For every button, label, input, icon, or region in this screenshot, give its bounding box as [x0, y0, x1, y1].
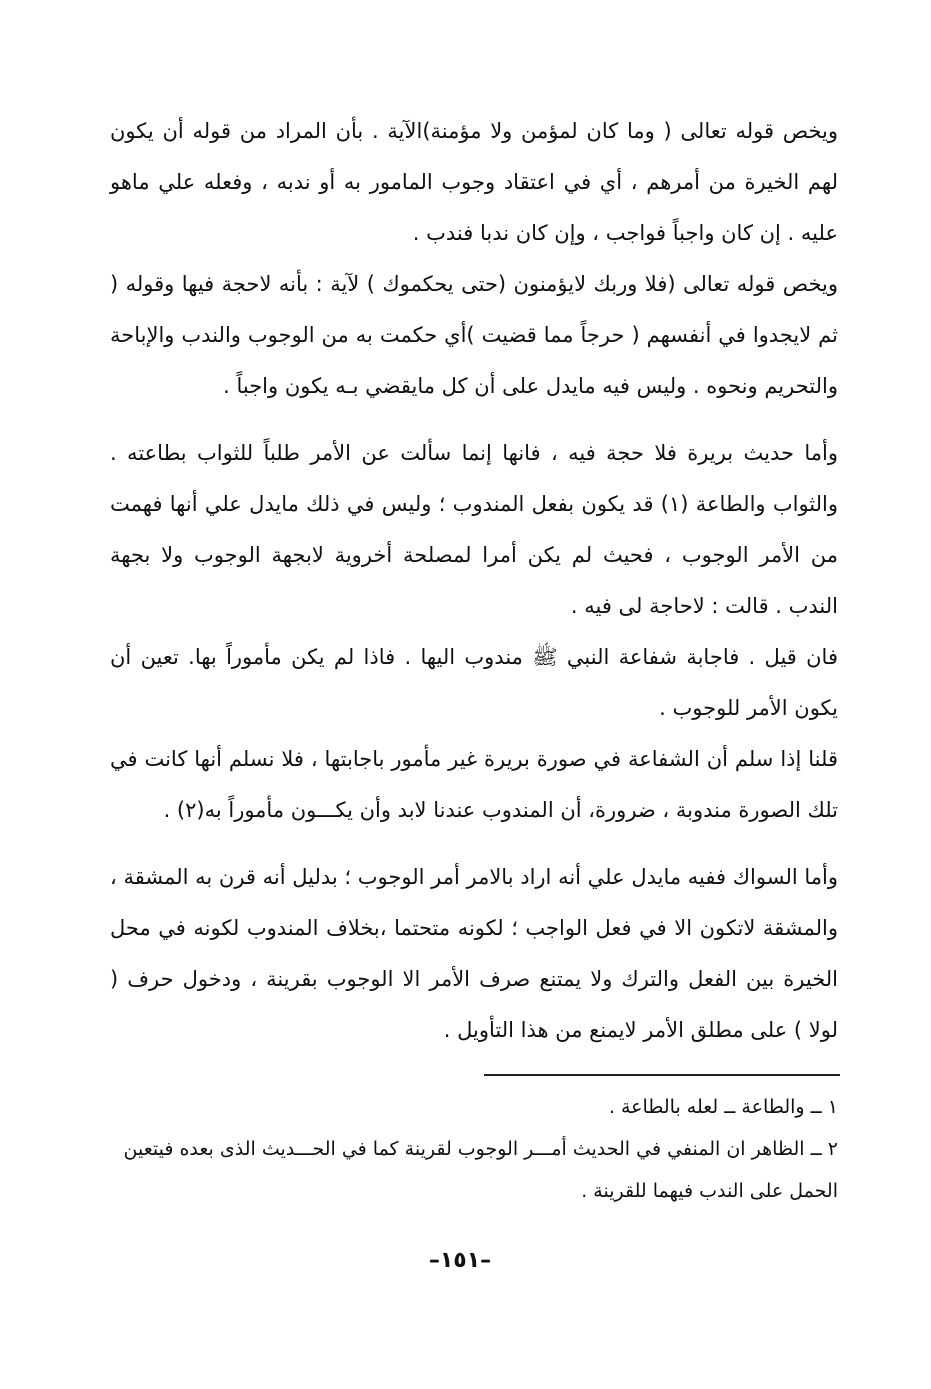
footnote-1: ١ ــ والطاعة ــ لعله بالطاعة .	[608, 1096, 838, 1118]
paragraph-1: ويخص قوله تعالى ( وما كان لمؤمن ولا مؤمنة)الآية . بأن المراد من قوله أن يكون لهم الخيرة من أمرهم ، أي في اعتقاد وجوب المامور به أو ندبه ، وفعله علي ماهو عليه . إن كان واجباً فواجب ، وإن كان ندبا فندب .	[110, 119, 838, 245]
main-text-block	[110, 106, 838, 1056]
footnote-2: ٢ ــ الظاهر ان المنفي في الحديث أمـــر الوجوب لقرينة كما في الحـــديث الذى بعده فيتعين الحمل على الندب فيهما للقرينة .	[123, 1138, 838, 1202]
footnotes-block	[110, 1086, 838, 1212]
paragraph-5: قلنا إذا سلم أن الشفاعة في صورة بريرة غير مأمور باجابتها ، فلا نسلم أنها كانت في تلك الصورة مندوبة ، ضرورة، أن المندوب عندنا لابد وأن يكـــون مأموراً به(٢) .	[110, 747, 838, 822]
page-number: –١٥١–	[428, 1248, 492, 1273]
footnote-separator	[484, 1074, 840, 1076]
paragraph-3: وأما حديث بريرة فلا حجة فيه ، فانها إنما سألت عن الأمر طلباً للثواب بطاعته . والثواب والطاعة (١) قد يكون بفعل المندوب ؛ وليس في ذلك مايدل علي أنها فهمت من الأمر الوجوب ، فحيث لم يكن أمرا لمصلحة أخروية لابجهة الوجوب ولا بجهة الندب . قالت : لاحاجة لى فيه .	[110, 441, 839, 618]
paragraph-2: ويخص قوله تعالى (فلا وربك لايؤمنون (حتى يحكموك ) لآية : بأنه لاحجة فيها وقوله ( ثم لايجدوا في أنفسهم ( حرجاً مما قضيت )أي حكمت به من الوجوب والندب والإباحة والتحريم ونحوه . وليس فيه مايدل على أن كل مايقضي بـه يكون واجباً .	[110, 272, 838, 398]
paragraph-4: فان قيل . فاجابة شفاعة النبي ﷺ مندوب اليها . فاذا لم يكن مأموراً بها. تعين أن يكون الأمر للوجوب .	[110, 645, 838, 720]
paragraph-6: وأما السواك ففيه مايدل علي أنه اراد بالامر أمر الوجوب ؛ بدليل أنه قرن به المشقة ، والمشقة لاتكون الا في فعل الواجب ؛ لكونه متحتما ،بخلاف المندوب لكونه في محل الخيرة بين الفعل والترك ولا يمتنع صرف الأمر الا الوجوب بقرينة ، ودخول حرف ( لولا ) على مطلق الأمر لايمنع من هذا التأويل .	[110, 865, 838, 1042]
